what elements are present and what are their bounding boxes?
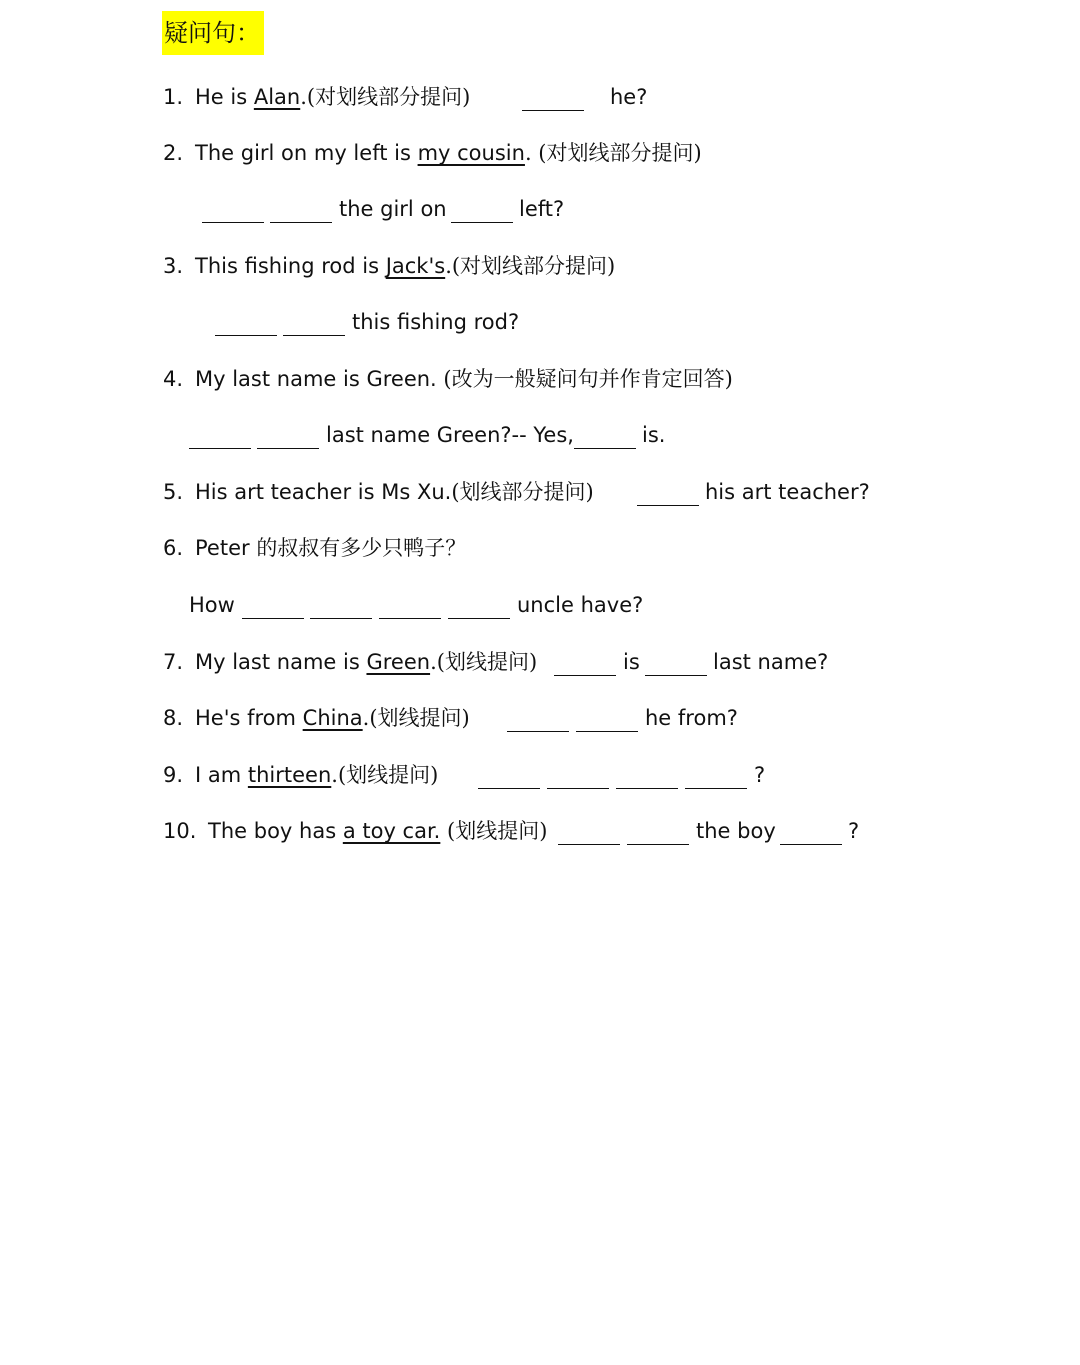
answer-blank[interactable] <box>780 814 842 845</box>
question-number: 4. <box>163 367 184 391</box>
answer-blank[interactable] <box>478 758 540 789</box>
answer-blank[interactable] <box>270 192 332 223</box>
answer-blank[interactable] <box>215 305 277 336</box>
answer-text: is <box>623 650 640 674</box>
answer-blank[interactable] <box>202 192 264 223</box>
underlined-part: Green <box>366 650 431 674</box>
answer-text: last name Green?-- Yes, <box>326 423 574 447</box>
instruction: .(对划线部分提问) <box>300 85 471 109</box>
question-number: 10. <box>163 819 197 843</box>
question-number: 3. <box>163 254 184 278</box>
answer-blank[interactable] <box>283 305 345 336</box>
answer-tail: he? <box>610 85 648 109</box>
question-text: The boy has <box>208 819 343 843</box>
answer-blank[interactable] <box>574 418 636 449</box>
answer-blank[interactable] <box>189 418 251 449</box>
answer-tail: he from? <box>645 706 738 730</box>
answer-blank[interactable] <box>310 588 372 619</box>
answer-blank[interactable] <box>547 758 609 789</box>
question-text: The girl on my left is <box>195 141 418 165</box>
underlined-part: a toy car. <box>342 819 441 843</box>
instruction: (划线部分提问) <box>451 480 594 504</box>
answer-blank[interactable] <box>685 758 747 789</box>
answer-blank[interactable] <box>522 80 584 111</box>
answer-blank[interactable] <box>627 814 689 845</box>
question-text: This fishing rod is <box>195 254 386 278</box>
answer-blank[interactable] <box>379 588 441 619</box>
instruction: .(划线提问) <box>331 763 439 787</box>
answer-tail: ? <box>754 763 766 787</box>
answer-blank[interactable] <box>637 475 699 506</box>
question-text: I am <box>195 763 248 787</box>
answer-text: left? <box>519 197 565 221</box>
underlined-part: Jack's <box>385 254 446 278</box>
question-number: 6. <box>163 536 184 560</box>
answer-blank[interactable] <box>645 645 707 676</box>
question-text: His art teacher is Ms Xu. <box>195 480 452 504</box>
question-number: 8. <box>163 706 184 730</box>
instruction: (改为一般疑问句并作肯定回答) <box>443 367 733 391</box>
answer-text: How <box>189 593 235 617</box>
answer-tail: last name? <box>713 650 829 674</box>
answer-blank[interactable] <box>448 588 510 619</box>
question-number: 2. <box>163 141 184 165</box>
answer-blank[interactable] <box>554 645 616 676</box>
question-text: My last name is <box>195 650 367 674</box>
answer-blank[interactable] <box>616 758 678 789</box>
question-number: 5. <box>163 480 184 504</box>
instruction: . (对划线部分提问) <box>524 141 702 165</box>
instruction: (划线提问) <box>440 819 548 843</box>
answer-tail: ? <box>848 819 860 843</box>
answer-text: this fishing rod? <box>352 310 520 334</box>
question-text: My last name is Green. <box>195 367 444 391</box>
question-number: 7. <box>163 650 184 674</box>
instruction: .(对划线部分提问) <box>445 254 616 278</box>
answer-text: is. <box>642 423 666 447</box>
answer-blank[interactable] <box>257 418 319 449</box>
question-number: 1. <box>163 85 184 109</box>
question-text: He's from <box>195 706 303 730</box>
underlined-part: China <box>302 706 363 730</box>
answer-blank[interactable] <box>451 192 513 223</box>
answer-blank[interactable] <box>242 588 304 619</box>
question-text: Peter <box>195 536 257 560</box>
underlined-part: my cousin <box>417 141 525 165</box>
question-text: He is <box>195 85 254 109</box>
answer-tail: his art teacher? <box>705 480 870 504</box>
answer-text: the girl on <box>339 197 447 221</box>
worksheet-title: 疑问句： <box>162 11 264 55</box>
answer-blank[interactable] <box>558 814 620 845</box>
answer-text: the boy <box>696 819 776 843</box>
answer-text: uncle have? <box>517 593 644 617</box>
instruction: .(划线提问) <box>430 650 538 674</box>
instruction: 的叔叔有多少只鸭子？ <box>256 536 467 560</box>
underlined-part: thirteen <box>247 763 332 787</box>
question-number: 9. <box>163 763 184 787</box>
instruction: .(划线提问) <box>362 706 470 730</box>
answer-blank[interactable] <box>576 701 638 732</box>
underlined-part: Alan <box>253 85 301 109</box>
answer-blank[interactable] <box>507 701 569 732</box>
